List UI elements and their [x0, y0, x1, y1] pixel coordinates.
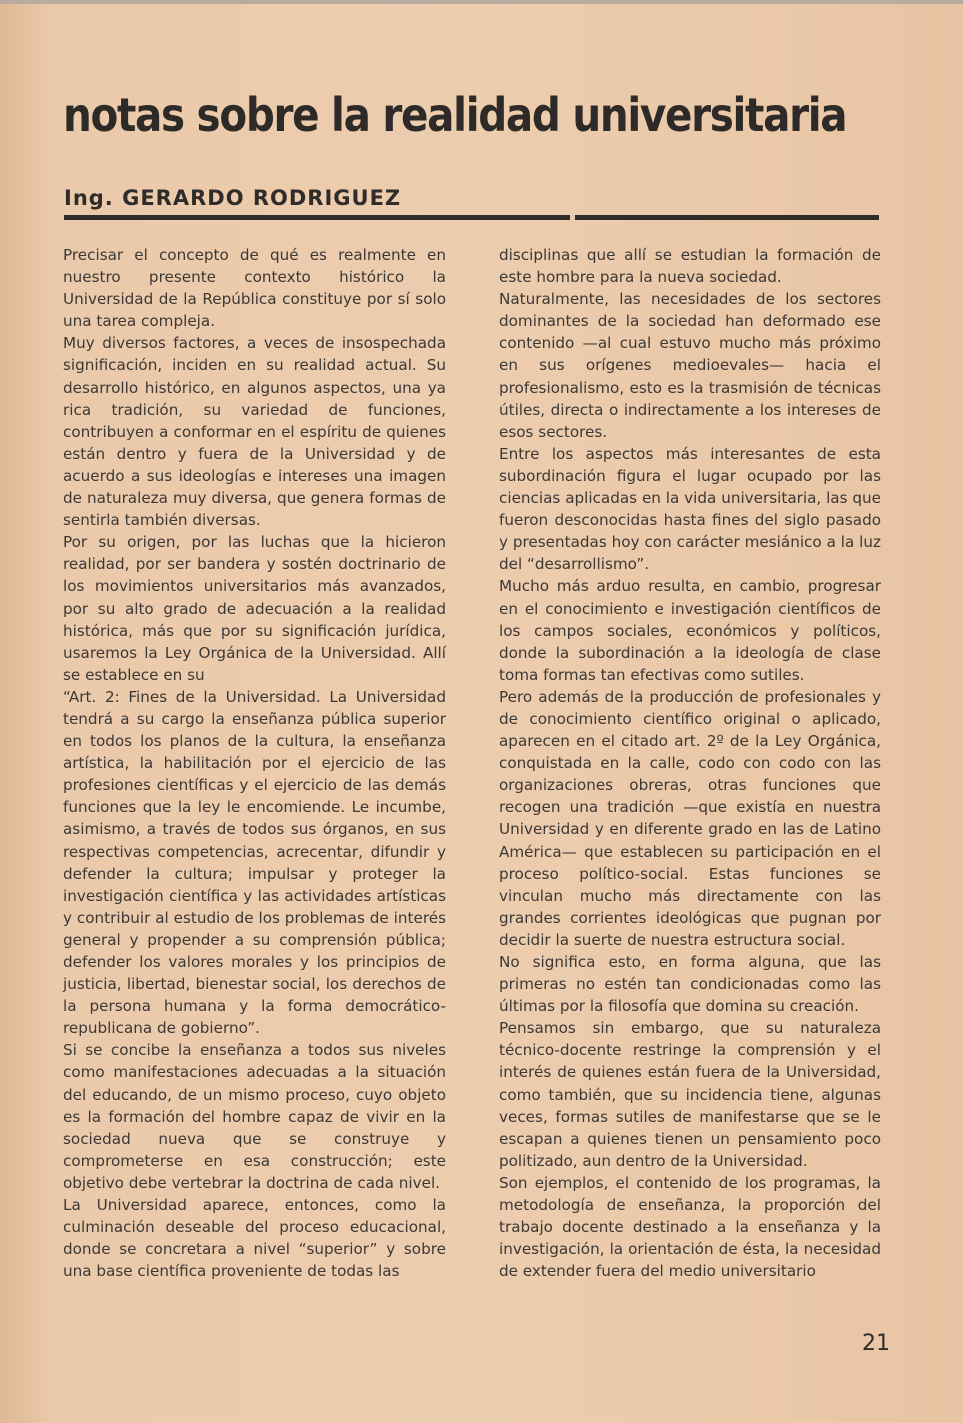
paragraph: Precisar el concepto de qué es realmente en nuestro presente contexto histórico la Universidad de la República constituye por sí solo una tarea compleja.	[63, 246, 446, 331]
paragraph: Por su origen, por las luchas que la hicieron realidad, por ser bandera y sostén doctrinario de los movimientos universitarios más avanzados, por su alto grado de adecuación a la realidad histórica, más que por su significación jurídica, usaremos la Ley Orgánica de la Universidad. Allí se establece en su	[63, 533, 446, 684]
paragraph: Pensamos sin embargo, que su naturaleza técnico-docente restringe la comprensión y el interés de quienes están fuera de la Universidad, como también, que su incidencia tiene, algunas veces, formas sutiles de manifestarse que se le escapan a quienes tienen un pensamiento poco politizado, aun dentro de la Universidad.	[499, 1019, 881, 1170]
paragraph: disciplinas que allí se estudian la formación de este hombre para la nueva sociedad.	[499, 246, 881, 287]
quote-paragraph: “Art. 2: Fines de la Universidad. La Universidad tendrá a su cargo la enseñanza pública superior en todos los planos de la cultura, la enseñanza artística, la habilitación por el ejercicio de las profesiones científicas y el ejercicio de las demás funciones que la ley le encomiende. Le incumbe, asimismo, a través de todos sus órganos, en sus respectivas competencias, acrecentar, difundir y defender la cultura; impulsar y proteger la investigación científica y las actividades artísticas y contribuir al estudio de los problemas de interés general y propender a su comprensión pública; defender los valores morales y los principios de justicia, libertad, bienestar social, los derechos de la persona humana y la forma democrático-republicana de gobierno”.	[63, 687, 446, 1038]
left-column	[63, 244, 446, 1282]
page-number: 21	[862, 1331, 890, 1356]
article-author: Ing. GERARDO RODRIGUEZ	[64, 186, 402, 210]
paragraph: Mucho más arduo resulta, en cambio, progresar en el conocimiento e investigación científicos de los campos sociales, económicos y políticos, donde la subordinación a la ideología de clase toma formas tan efectivas como sutiles.	[499, 577, 881, 684]
page-top-edge	[0, 0, 963, 4]
paragraph: Entre los aspectos más interesantes de esta subordinación figura el lugar ocupado por las ciencias aplicadas en la vida universitaria, las que fueron desconocidas hasta fines del siglo pasado y presentadas hoy con carácter mesiánico a la luz del “desarrollismo”.	[499, 444, 881, 574]
paragraph: Naturalmente, las necesidades de los sectores dominantes de la sociedad han deformado ese contenido —al cual estuvo mucho más próximo en sus orígenes medioevales— hacia el profesionalismo, esto es la trasmisión de técnicas útiles, directa o indirectamente a los intereses de esos sectores.	[499, 290, 881, 441]
right-column	[499, 244, 881, 1282]
paragraph: Muy diversos factores, a veces de insospechada significación, inciden en su realidad actual. Su desarrollo histórico, en algunos aspectos, una ya rica tradición, su variedad de funciones, contribuyen a conformar en el espíritu de quienes están dentro y fuera de la Universidad y de acuerdo a sus ideologías e intereses una imagen de naturaleza muy diversa, que genera formas de sentirla también diversas.	[63, 334, 446, 530]
paragraph: Si se concibe la enseñanza a todos sus niveles como manifestaciones adecuadas a la situación del educando, de un mismo proceso, cuyo objeto es la formación del hombre capaz de vivir en la sociedad nueva que se construye y comprometerse en esa construcción; este objetivo debe vertebrar la doctrina de cada nivel.	[63, 1041, 446, 1192]
header-rule-left	[64, 215, 570, 220]
header-rule-right	[575, 215, 879, 220]
paragraph: No significa esto, en forma alguna, que las primeras no estén tan condicionadas como las últimas por la filosofía que domina su creación.	[499, 953, 881, 1016]
article-title: notas sobre la realidad universitaria	[63, 88, 847, 142]
paragraph: La Universidad aparece, entonces, como la culminación deseable del proceso educacional, donde se concretara a nivel “superior” y sobre una base científica proveniente de todas las	[63, 1196, 446, 1281]
paragraph: Pero además de la producción de profesionales y de conocimiento científico original o aplicado, aparecen en el citado art. 2º de la Ley Orgánica, conquistada en la calle, codo con codo con las organizaciones obreras, otras funciones que recogen una tradición —que existía en nuestra Universidad y en diferente grado en las de Latino América— que establecen su participación en el proceso político-social. Estas funciones se vinculan mucho más directamente con las grandes corrientes ideológicas que pugnan por decidir la suerte de nuestra estructura social.	[499, 687, 881, 949]
paragraph: Son ejemplos, el contenido de los programas, la metodología de enseñanza, la proporción del trabajo docente destinado a la enseñanza y la investigación, la orientación de ésta, la necesidad de extender fuera del medio universitario	[499, 1173, 881, 1281]
